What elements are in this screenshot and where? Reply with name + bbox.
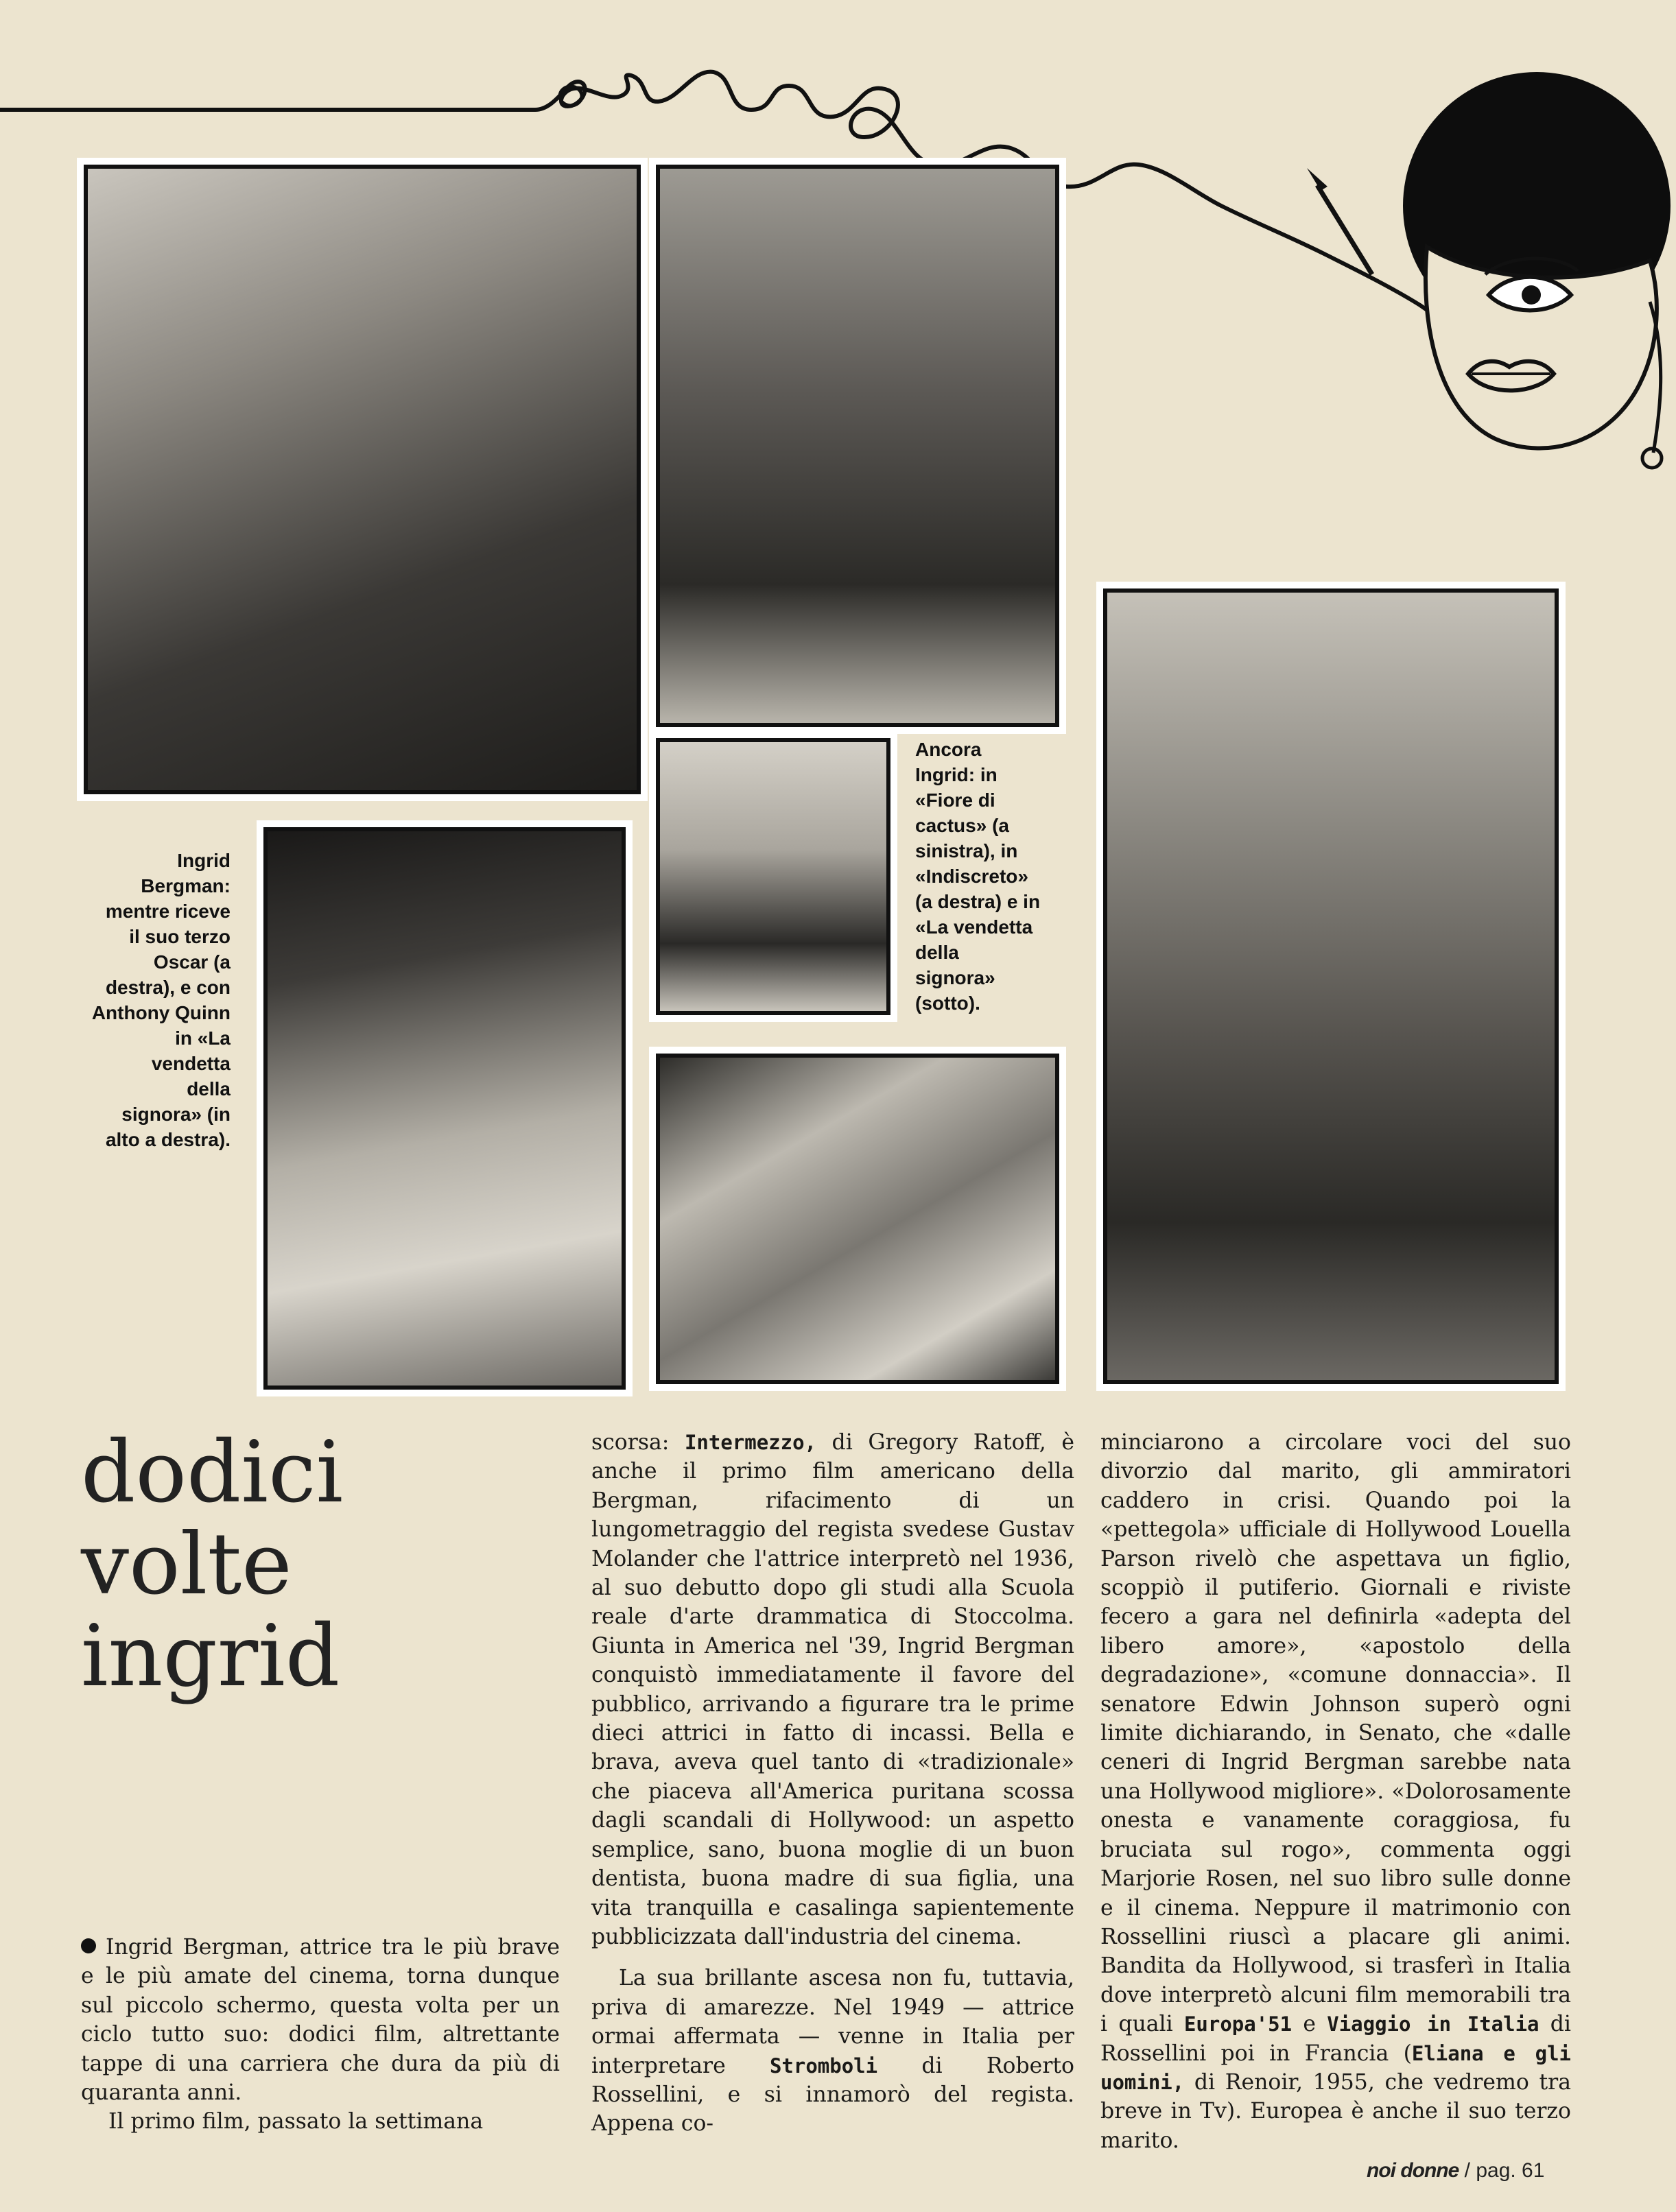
article-paragraph: Ingrid Bergman, attrice tra le più brave e le più amate del cinema, torna dunque sul piccolo schermo, questa volta per un ciclo tutto suo: dodici film, altrettante tappe di una carriera che dura da più di quaranta anni.	[81, 1935, 560, 2106]
page-number: pag. 61	[1476, 2159, 1545, 2182]
article-column-1	[81, 1933, 560, 2137]
article-paragraph: minciarono a circolare voci del suo divorzio dal marito, gli ammiratori caddero in crisi. Quando poi la «pettegola» ufficiale di Hollywood Louella Parson rivelò che aspettava un figlio, scoppiò il putiferio. Giornali e riviste fecero a gara nel definirla «adepta del libero amore», «apostolo della degradazione», «comune donnaccia». Il senatore Edwin Johnson superò ogni limite dichiarando, in Senato, che «dalle ceneri di Ingrid Bergman sarebbe nata una Hollywood migliore». «Dolorosamente onesta e vanamente coraggiosa, fu bruciata sul rogo», commenta oggi Marjorie Rosen, nel suo libro sulle donne e il cinema. Neppure il matrimonio con Rossellini riuscì a placare gli animi. Bandita da Hollywood, si trasferì in Italia dove interpretò alcuni film memorabili tra i quali Europa'51 e Viaggio in Italia di Rossellini poi in Francia (Eliana e gli uomini, di Renoir, 1955, che vedremo tra breve in Tv). Europea è anche il suo terzo marito.	[1100, 1430, 1572, 2153]
film-title: Viaggio in Italia	[1327, 2012, 1539, 2036]
headline-line-2: volte	[81, 1515, 292, 1614]
film-title: Intermezzo,	[684, 1431, 816, 1454]
caption-left: Ingrid Bergman: mentre riceve il suo terzo Oscar (a destra), e con Anthony Quinn in «La vendetta della signora» (in alto a destra).	[91, 850, 231, 1150]
photo-indiscreto	[649, 1047, 1066, 1391]
film-title: Europa'51	[1183, 2012, 1293, 2036]
magazine-name: noi donne	[1367, 2159, 1459, 2182]
caption-right: Ancora Ingrid: in «Fiore di cactus» (a sinistra), in «Indiscreto» (a destra) e in «La vendetta della signora» (sotto).	[915, 739, 1041, 1014]
photo-set-london	[1096, 582, 1566, 1391]
article-paragraph: Il primo film, passato la settimana	[108, 2109, 484, 2134]
lipstick-stick	[1317, 185, 1372, 274]
article-paragraph: scorsa: Intermezzo, di Gregory Ratoff, è anche il primo film americano della Bergman, rifacimento di un lungometraggio del regista svedese Gustav Molander che l'attrice interpretò nel 1936, al suo debutto dopo gli studi alla Scuola reale d'arte drammatica di Stoccolma. Giunta in America nel '39, Ingrid Bergman conquistò immediatamente il favore del pubblico, arrivando a figurare tra le prime dieci attrici in fatto di incassi. Bella e brava, aveva quel tanto di «tradizionale» che piaceva all'America puritana scossa dagli scandali di Hollywood: un aspetto semplice, sano, buona moglie di un buon dentista, buona madre di sua figlia, una vita tranquilla e casalinga sapientemente pubblicizzata dall'industria del cinema.	[591, 1430, 1075, 1949]
film-title: Eliana e gli uomini,	[1100, 2041, 1572, 2094]
photo-fiore-di-cactus	[649, 731, 897, 1022]
article-column-3	[1100, 1428, 1571, 2155]
page-title	[81, 1423, 344, 1706]
headline-line-1: dodici	[81, 1423, 344, 1522]
photo-anthony-quinn	[649, 158, 1066, 734]
photo-oscar	[257, 820, 633, 1396]
bullet-icon	[81, 1938, 96, 1953]
pupil	[1522, 285, 1541, 305]
film-title: Stromboli	[769, 2054, 878, 2078]
headline-line-3: ingrid	[81, 1607, 340, 1706]
article-paragraph: La sua brillante ascesa non fu, tuttavia, priva di amarezze. Nel 1949 — attrice ormai affermata — venne in Italia per interpretare Stromboli di Roberto Rossellini, e si innamorò del regista. Appena co-	[591, 1966, 1075, 2137]
page-footer: noi donne / pag. 61	[1367, 2159, 1545, 2182]
photo-portrait	[77, 158, 648, 801]
article-column-2	[591, 1428, 1074, 2139]
